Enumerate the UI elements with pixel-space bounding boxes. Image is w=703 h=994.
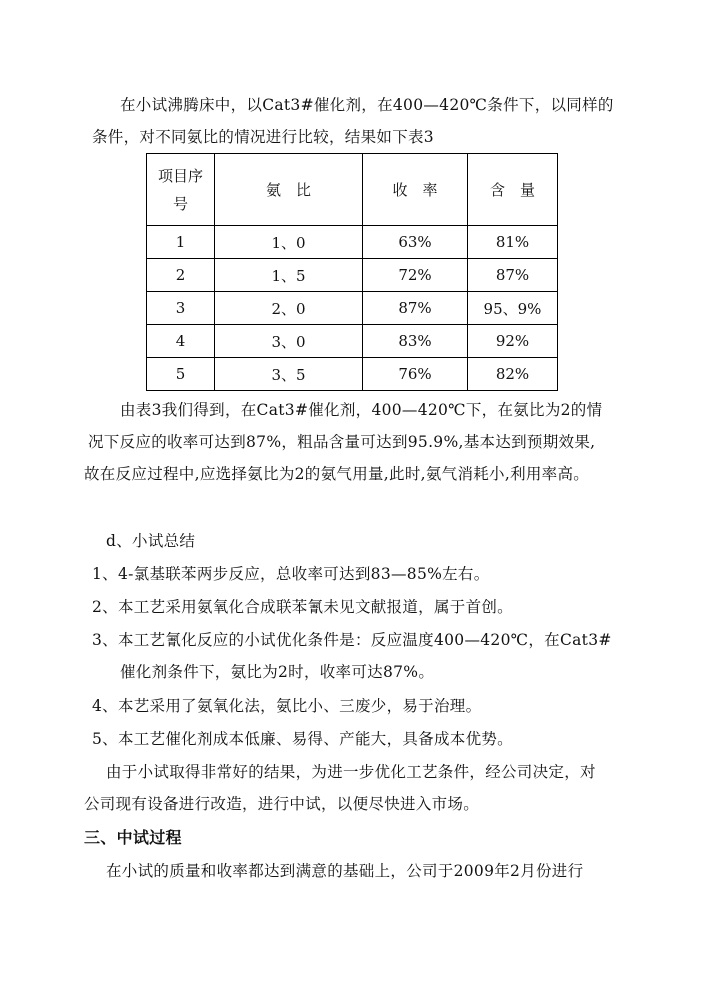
summary-heading: d、小试总结: [106, 532, 196, 550]
cell-ratio: 2、0: [215, 292, 363, 325]
cell-ratio: 3、0: [215, 325, 363, 358]
table-row: [147, 226, 558, 259]
table-row: [147, 358, 558, 391]
table-row: [147, 292, 558, 325]
conclusion-line-2: 公司现有设备进行改造，进行中试，以便尽快进入市场。: [84, 795, 480, 813]
section-3-line-1: 在小试的质量和收率都达到满意的基础上，公司于2009年2月份进行: [106, 862, 584, 880]
ammonia-ratio-table: [146, 153, 558, 391]
summary-item-5: 5、本工艺催化剂成本低廉、易得、产能大，具备成本优势。: [92, 730, 513, 748]
cell-no: 1: [147, 226, 215, 259]
cell-content: 95、9%: [468, 292, 558, 325]
intro-line-1: 在小试沸腾床中，以Cat3#催化剂，在400—420℃条件下，以同样的: [120, 96, 614, 114]
result-line-1: 由表3我们得到，在Cat3#催化剂，400—420℃下，在氨比为2的情: [120, 401, 603, 419]
cell-ratio: 1、5: [215, 259, 363, 292]
cell-no: 4: [147, 325, 215, 358]
cell-yield: 72%: [363, 259, 468, 292]
cell-content: 82%: [468, 358, 558, 391]
section-3-title: 三、中试过程: [84, 828, 182, 847]
cell-yield: 76%: [363, 358, 468, 391]
cell-no: 5: [147, 358, 215, 391]
cell-yield: 83%: [363, 325, 468, 358]
cell-no: 3: [147, 292, 215, 325]
table-row: [147, 259, 558, 292]
conclusion-line-1: 由于小试取得非常好的结果，为进一步优化工艺条件，经公司决定，对: [106, 763, 596, 781]
cell-content: 81%: [468, 226, 558, 259]
result-line-3: 故在反应过程中,应选择氨比为2的氨气用量,此时,氨气消耗小,利用率高。: [84, 465, 590, 483]
intro-line-2: 条件，对不同氨比的情况进行比较，结果如下表3: [92, 128, 434, 146]
header-item-number-line2: 号: [172, 194, 188, 213]
cell-yield: 87%: [363, 292, 468, 325]
cell-ratio: 1、0: [215, 226, 363, 259]
cell-yield: 63%: [363, 226, 468, 259]
summary-item-3-continued: 催化剂条件下，氨比为2时，收率可达87%。: [120, 663, 435, 681]
table-row: [147, 325, 558, 358]
summary-item-1: 1、4-氯基联苯两步反应，总收率可达到83—85%左右。: [92, 565, 490, 583]
summary-item-4: 4、本艺采用了氨氧化法，氨比小、三废少，易于治理。: [92, 697, 482, 715]
result-line-2: 况下反应的收率可达到87%，粗品含量可达到95.9%,基本达到预期效果,: [88, 433, 596, 451]
header-item-number-line1: 项目序: [157, 166, 203, 185]
cell-ratio: 3、5: [215, 358, 363, 391]
cell-content: 92%: [468, 325, 558, 358]
cell-content: 87%: [468, 259, 558, 292]
header-content: 含 量: [468, 154, 558, 226]
header-item-number: [147, 154, 215, 226]
summary-item-2: 2、本工艺采用氨氧化合成联苯氰未见文献报道，属于首创。: [92, 598, 513, 616]
summary-item-3: 3、本工艺氰化反应的小试优化条件是：反应温度400—420℃，在Cat3#: [92, 631, 612, 649]
cell-no: 2: [147, 259, 215, 292]
header-ammonia-ratio: 氨 比: [215, 154, 363, 226]
table-header-row: [147, 154, 558, 226]
header-yield: 收 率: [363, 154, 468, 226]
